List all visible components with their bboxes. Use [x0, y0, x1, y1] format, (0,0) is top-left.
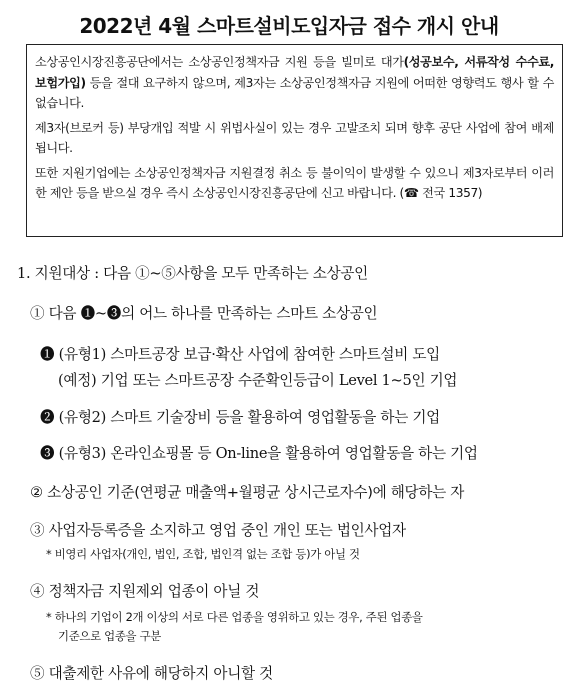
notice-p1-rest: 등을 절대 요구하지 않으며, 제3자는 소상공인정책자금 지원에 어떠한 영향력도 행사 할 수 없습니다.	[35, 75, 554, 110]
criteria-item-5: ⑤ 대출제한 사유에 해당하지 아니할 것	[30, 665, 273, 682]
criteria-note-4-line-2: 기준으로 업종을 구분	[58, 629, 161, 643]
type-1-line-2: (예정) 기업 또는 스마트공장 수준확인등급이 Level 1~5인 기업	[58, 372, 458, 389]
type-1-line-1: ❶ (유형1) 스마트공장 보급·확산 사업에 참여한 스마트설비 도입	[40, 346, 440, 363]
notice-p1-bold: (성공보수, 서류작성 수수료, 보험가입)	[35, 55, 554, 90]
type-2: ❷ (유형2) 스마트 기술장비 등을 활용하여 영업활동을 하는 기업	[40, 409, 440, 426]
criteria-item-1: ① 다음 ❶~❸의 어느 하나를 만족하는 스마트 소상공인	[30, 305, 378, 322]
notice-paragraph-3: 또한 지원기업에는 소상공인정책자금 지원결정 취소 등 불이익이 발생할 수 있으니 제3자로부터 이러한 제안 등을 받으실 경우 즉시 소상공인시장진흥공단에 신고 바랍니다. (☎ 전국 1357)	[35, 165, 554, 200]
notice-p1-text: 소상공인시장진흥공단에서는 소상공인정책자금 지원 등을 빌미로 대가	[35, 55, 404, 69]
criteria-item-2: ② 소상공인 기준(연평균 매출액+월평균 상시근로자수)에 해당하는 자	[30, 484, 465, 501]
criteria-item-3: ③ 사업자등록증을 소지하고 영업 중인 개인 또는 법인사업자	[30, 522, 406, 539]
section-heading: 1. 지원대상 : 다음 ①~⑤사항을 모두 만족하는 소상공인	[17, 265, 368, 282]
notice-paragraph-2: 제3자(브로커 등) 부당개입 적발 시 위법사실이 있는 경우 고발조치 되며 향후 공단 사업에 참여 배제됩니다.	[35, 120, 554, 155]
page-title: 2022년 4월 스마트설비도입자금 접수 개시 안내	[79, 14, 499, 38]
notice-paragraph-1	[35, 52, 554, 114]
type-3: ❸ (유형3) 온라인쇼핑몰 등 On-line을 활용하여 영업활동을 하는 기업	[40, 445, 478, 462]
criteria-note-4-line-1: * 하나의 기업이 2개 이상의 서로 다른 업종을 영위하고 있는 경우, 주된 업종을	[46, 610, 423, 624]
warning-notice-box	[26, 44, 563, 237]
criteria-note-3: * 비영리 사업자(개인, 법인, 조합, 법인격 없는 조합 등)가 아닐 것	[46, 547, 360, 561]
criteria-item-4: ④ 정책자금 지원제외 업종이 아닐 것	[30, 583, 260, 600]
